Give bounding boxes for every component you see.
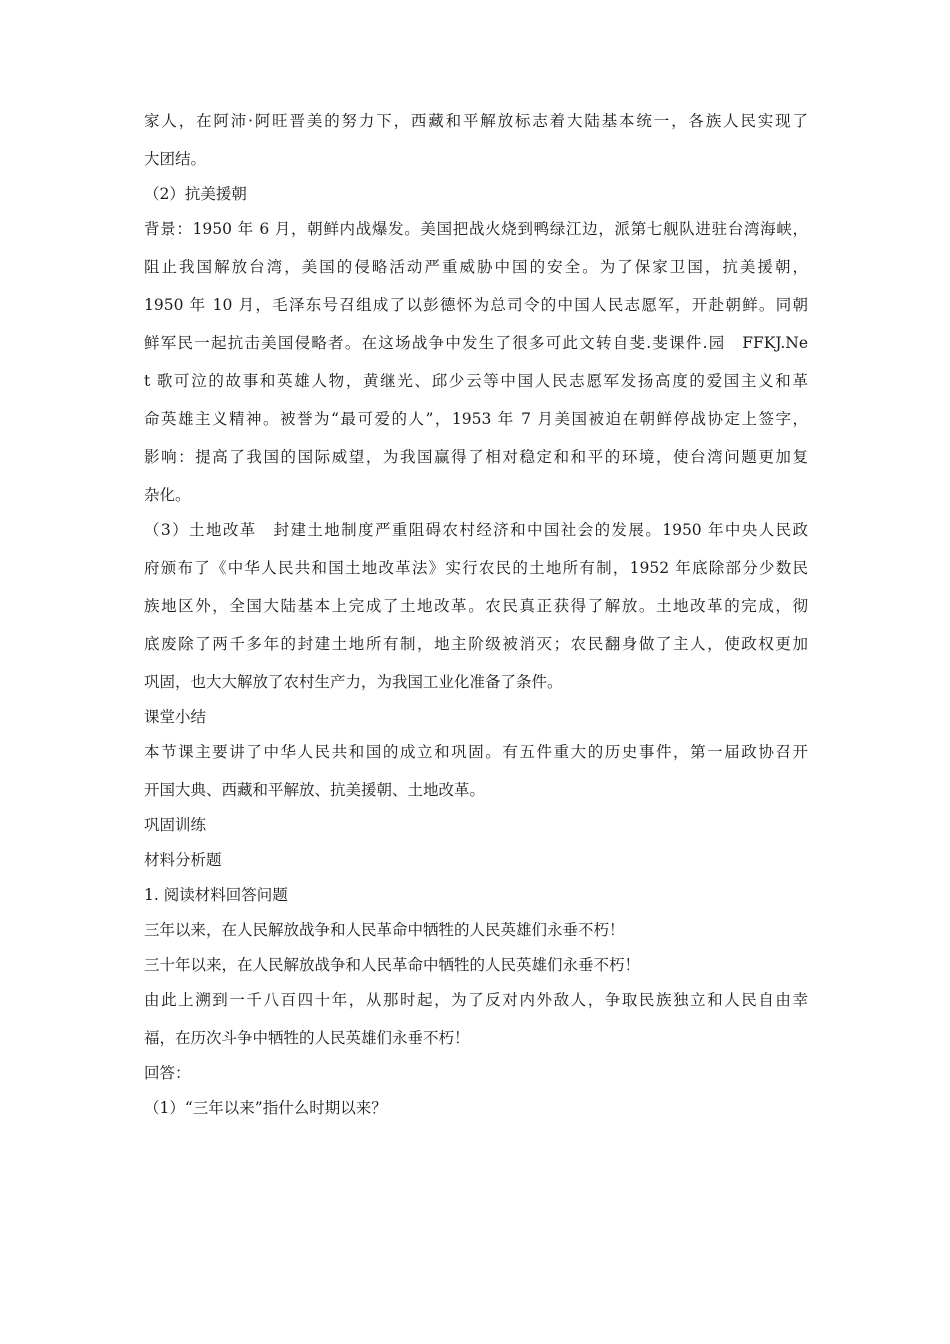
text-line: 府颁布了《中华人民共和国土地改革法》实行农民的土地所有制，1952 年底除部分少数民	[144, 559, 808, 577]
question-item: （1）“三年以来”指什么时期以来？	[144, 1099, 387, 1117]
text-line: 1950 年 10 月，毛泽东号召组成了以彭德怀为总司令的中国人民志愿军，开赴朝鲜。同朝	[144, 296, 808, 314]
text-line: 本节课主要讲了中华人民共和国的成立和巩固。有五件重大的历史事件，第一届政协召开	[144, 743, 808, 761]
section-heading: （2）抗美援朝	[144, 185, 247, 203]
text-line: 福，在历次斗争中牺牲的人民英雄们永垂不朽！	[144, 1029, 470, 1047]
document-page	[144, 112, 814, 1118]
section-heading: 课堂小结	[144, 708, 207, 726]
text-line: 阻止我国解放台湾，美国的侵略活动严重威胁中国的安全。为了保家卫国，抗美援朝，	[144, 258, 808, 276]
text-line: 由此上溯到一千八百四十年，从那时起，为了反对内外敌人，争取民族独立和人民自由幸	[144, 991, 808, 1009]
text-line: t 歌可泣的故事和英雄人物，黄继光、邱少云等中国人民志愿军发扬高度的爱国主义和革	[144, 372, 808, 390]
text-line: 大团结。	[144, 150, 207, 168]
text-line: 背景：1950 年 6 月，朝鲜内战爆发。美国把战火烧到鸭绿江边，派第七舰队进驻台湾海峡，	[144, 220, 808, 238]
text-line: 三年以来，在人民解放战争和人民革命中牺牲的人民英雄们永垂不朽！	[144, 921, 625, 939]
text-line: 鲜军民一起抗击美国侵略者。在这场战争中发生了很多可此文转自斐.斐课件.园 FFKJ.Ne	[144, 334, 808, 352]
text-line: 家人，在阿沛·阿旺晋美的努力下，西藏和平解放标志着大陆基本统一，各族人民实现了	[144, 112, 808, 130]
text-line: 杂化。	[144, 486, 191, 504]
text-line: 族地区外，全国大陆基本上完成了土地改革。农民真正获得了解放。土地改革的完成，彻	[144, 597, 808, 615]
section-heading: 材料分析题	[144, 851, 222, 869]
text-line: 底废除了两千多年的封建土地所有制，地主阶级被消灭；农民翻身做了主人，使政权更加	[144, 635, 808, 653]
text-line: 开国大典、西藏和平解放、抗美援朝、土地改革。	[144, 781, 486, 799]
text-line: 命英雄主义精神。被誉为“最可爱的人”，1953 年 7 月美国被迫在朝鲜停战协定上签字，	[144, 410, 808, 428]
text-line: 回答：	[144, 1064, 191, 1082]
question-title: 1. 阅读材料回答问题	[144, 886, 288, 904]
text-line: 三十年以来，在人民解放战争和人民革命中牺牲的人民英雄们永垂不朽！	[144, 956, 641, 974]
text-line: 影响：提高了我国的国际威望，为我国赢得了相对稳定和和平的环境，使台湾问题更加复	[144, 448, 808, 466]
text-line: 巩固，也大大解放了农村生产力，为我国工业化准备了条件。	[144, 673, 563, 691]
section-heading: 巩固训练	[144, 816, 207, 834]
section-heading: （3）土地改革 封建土地制度严重阻碍农村经济和中国社会的发展。1950 年中央人民政	[144, 521, 808, 539]
